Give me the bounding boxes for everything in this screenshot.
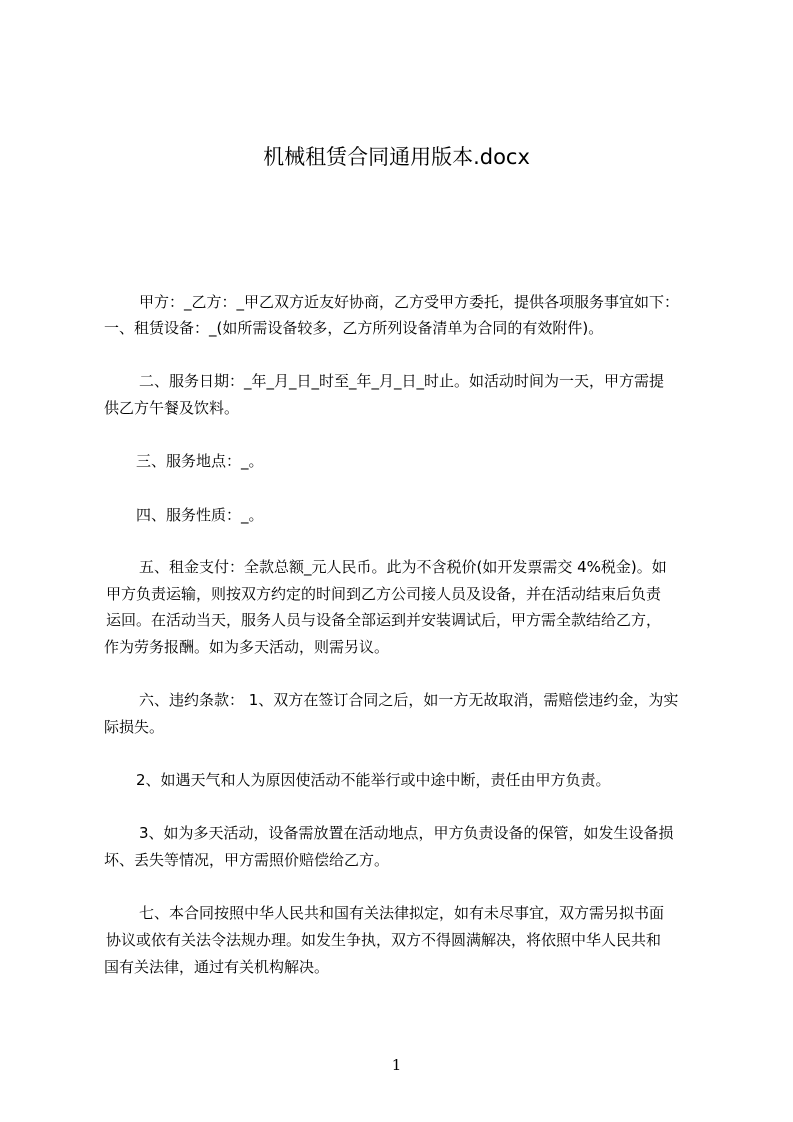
text-line: 一、租赁设备：_(如所需设备较多，乙方所列设备清单为合同的有效附件)。 [104,319,604,337]
text-line: 三、服务地点：_。 [136,452,264,470]
text-line: 坏、丢失等情况，甲方需照价赔偿给乙方。 [104,851,390,869]
text-line: 甲方负责运输，则按双方约定的时间到乙方公司接人员及设备，并在活动结束后负责 [106,585,662,603]
text-line: 六、违约条款： 1、双方在签订合同之后，如一方无故取消，需赔偿违约金，为实 [139,691,679,709]
text-line: 供乙方午餐及饮料。 [104,399,240,417]
text-line: 运回。在活动当天，服务人员与设备全部运到并安装调试后，甲方需全款结给乙方， [106,611,662,629]
text-line: 际损失。 [104,718,165,736]
text-line: 作为劳务报酬。如为多天活动，则需另议。 [104,638,390,656]
text-line: 3、如为多天活动，设备需放置在活动地点，甲方负责设备的保管，如发生设备损 [139,824,674,842]
document-title: 机械租赁合同通用版本.docx [263,145,530,169]
text-line: 甲方：_乙方：_甲乙双方近友好协商，乙方受甲方委托，提供各项服务事宜如下： [139,293,680,311]
text-line: 五、租金支付：全款总额_元人民币。此为不含税价(如开发票需交 4%税金)。如 [139,558,667,576]
text-line: 七、本合同按照中华人民共和国有关法律拟定，如有未尽事宜，双方需另拟书面 [139,904,665,922]
text-line: 四、服务性质：_。 [136,506,264,524]
text-line: 协议或依有关法令法规办理。如发生争执，双方不得圆满解决，将依照中华人民共和 [106,931,662,949]
text-line: 2、如遇天气和人为原因使活动不能举行或中途中断，责任由甲方负责。 [136,771,611,789]
text-line: 国有关法律，通过有关机构解决。 [104,958,330,976]
text-line: 二、服务日期：_年_月_日_时至_年_月_日_时止。如活动时间为一天，甲方需提 [139,372,665,390]
page-number: 1 [391,1056,402,1074]
